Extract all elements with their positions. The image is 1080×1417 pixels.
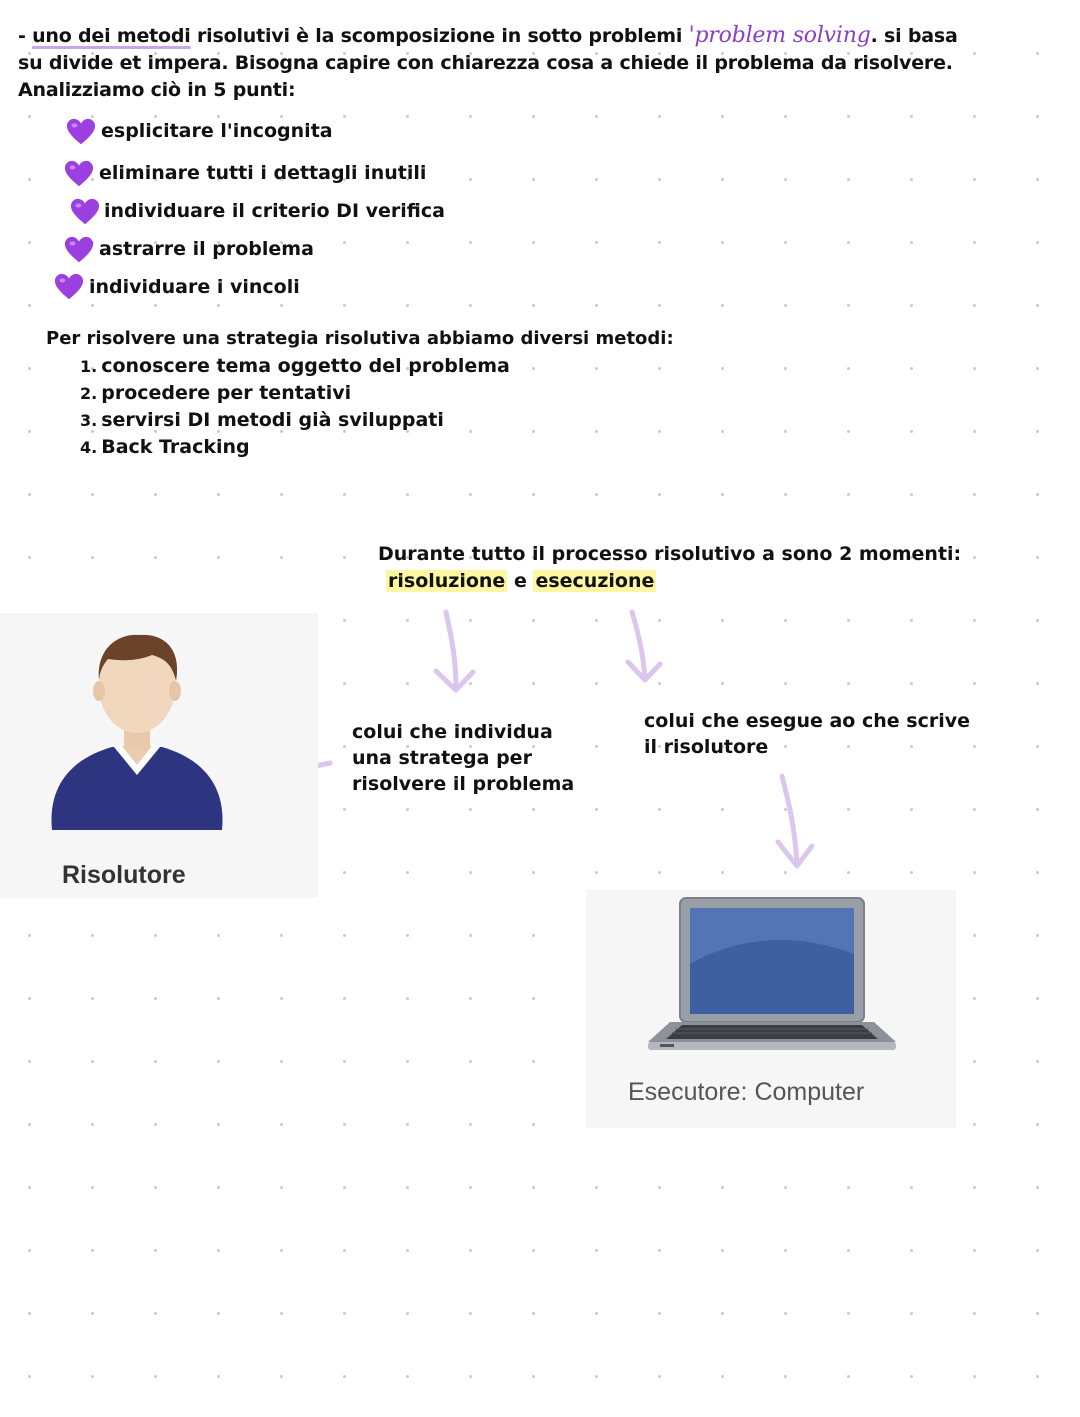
methods-title: Per risolvere una strategia risolutiva abbiamo diversi metodi: [46,328,674,349]
point-item-3: individuare il criterio DI verifica [104,200,445,222]
intro-dash: - [18,25,33,47]
laptop-icon [642,894,904,1054]
process-title: Durante tutto il processo risolutivo a sono 2 momenti: [378,543,962,565]
method-text: servirsi DI metodi già sviluppati [101,409,444,431]
solver-description-line-1: colui che individua [352,721,553,743]
point-item-5: individuare i vincoli [89,276,300,298]
problem-solving-script: problem solving [694,23,871,48]
executor-description-line-2: il risolutore [644,736,769,758]
point-item-4: astrarre il problema [99,238,314,260]
executor-description-line-1: colui che esegue ao che scrive [644,710,970,732]
solver-description-line-2: una stratega per [352,747,532,769]
intro-quote: ' [688,23,695,48]
method-number: 2. [80,384,98,403]
solver-caption: Risolutore [62,861,186,889]
phase-risoluzione: risoluzione [388,570,506,592]
intro-underlined-text: uno dei metodi [32,25,191,47]
method-number: 1. [80,357,98,376]
arrow-down-computer [778,776,812,866]
solver-description-line-3: risolvere il problema [352,773,575,795]
intro-text: risolutivi è la scomposizione in sotto problemi [190,25,689,47]
method-number: 4. [80,438,98,457]
method-number: 3. [80,411,98,430]
method-text: Back Tracking [101,436,250,458]
method-text: procedere per tentativi [101,382,352,404]
intro-text-end: . si basa [870,25,958,47]
point-item-1: esplicitare l'incognita [101,120,333,142]
intro-line-3: Analizziamo ciò in 5 punti: [18,79,296,101]
executor-caption: Esecutore: Computer [628,1078,865,1106]
solver-panel [0,613,318,898]
arrow-down-risoluzione [436,612,473,690]
method-text: conoscere tema oggetto del problema [101,355,510,377]
person-avatar-icon [42,625,232,835]
intro-line-2: su divide et impera. Bisogna capire con chiarezza cosa a chiede il problema da risolvere. [18,52,953,74]
phase-esecuzione: esecuzione [535,570,655,592]
point-item-2: eliminare tutti i dettagli inutili [99,162,427,184]
phase-connector: e [507,570,534,592]
executor-panel [586,890,956,1128]
arrow-down-esecuzione [628,612,660,680]
